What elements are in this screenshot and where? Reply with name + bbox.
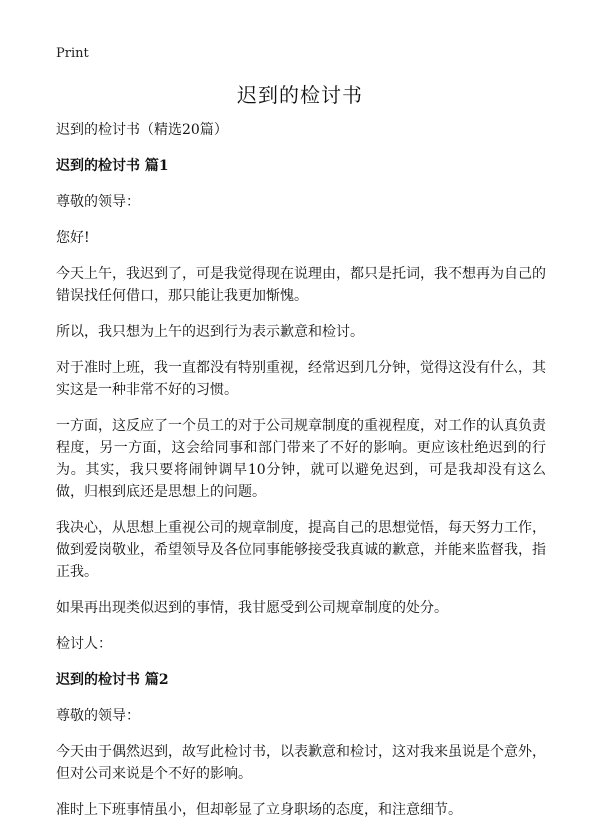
section-heading-1: 迟到的检讨书 篇1 bbox=[56, 158, 169, 174]
paragraph: 准时上下班事情虽小，但却彰显了立身职场的态度，和注意细节。 bbox=[56, 802, 462, 818]
salutation: 尊敬的领导： bbox=[56, 708, 140, 724]
document-title: 迟到的检讨书 bbox=[237, 83, 363, 107]
paragraph: 我决心，从思想上重视公司的规章制度，提高自己的思想觉悟，每天努力工作，做到爱岗敬业，希望领导及各位同事能够接受我真诚的歉意，并能来监督我，指正我。 bbox=[56, 520, 546, 580]
paragraph: 所以，我只想为上午的迟到行为表示歉意和检讨。 bbox=[56, 324, 364, 340]
document-subtitle: 迟到的检讨书（精选20篇） bbox=[56, 122, 228, 138]
print-link[interactable]: Print bbox=[56, 46, 89, 61]
document-body bbox=[56, 119, 546, 835]
paragraph: 对于准时上班，我一直都没有特别重视，经常迟到几分钟，觉得这没有什么，其实这是一种非常不好的习惯。 bbox=[56, 360, 546, 398]
signature-line: 检讨人： bbox=[56, 636, 112, 652]
salutation: 尊敬的领导： bbox=[56, 194, 140, 210]
greeting: 您好! bbox=[56, 230, 90, 246]
paragraph: 一方面，这反应了一个员工的对于公司规章制度的重视程度，对工作的认真负责程度，另一方面，这会给同事和部门带来了不好的影响。更应该杜绝迟到的行为。其实，我只要将闹钟调早10分钟，就可以避免迟到，可是我却没有这么做，归根到底还是思想上的问题。 bbox=[56, 418, 546, 500]
section-heading-2: 迟到的检讨书 篇2 bbox=[56, 672, 169, 688]
paragraph: 今天上午，我迟到了，可是我觉得现在说理由，都只是托词，我不想再为自己的错误找任何借口，那只能让我更加惭愧。 bbox=[56, 266, 546, 304]
paragraph: 今天由于偶然迟到，故写此检讨书，以表歉意和检讨，这对我来虽说是个意外，但对公司来说是个不好的影响。 bbox=[56, 744, 546, 782]
paragraph: 如果再出现类似迟到的事情，我甘愿受到公司规章制度的处分。 bbox=[56, 600, 448, 616]
